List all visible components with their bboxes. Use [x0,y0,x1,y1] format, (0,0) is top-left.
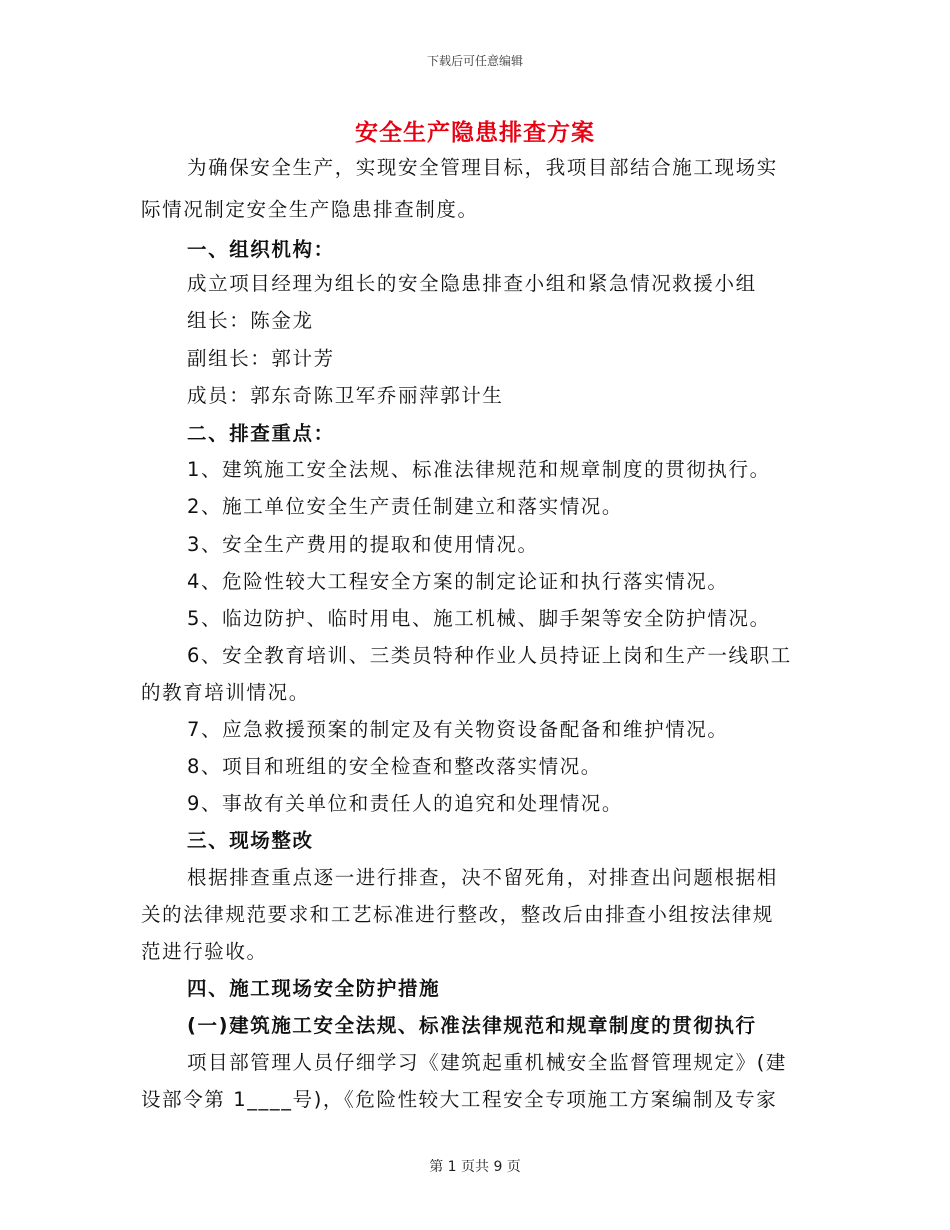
section-1-heading: 一、组织机构： [187,238,335,261]
section-3-line-2: 关的法律规范要求和工艺标准进行整改，整改后由排查小组按法律规 [141,903,775,926]
intro-line-1: 为确保安全生产，实现安全管理目标，我项目部结合施工现场实 [187,156,778,179]
section-1-line-1: 成立项目经理为组长的安全隐患排查小组和紧急情况救援小组 [187,272,757,295]
checklist-item-2: 2、施工单位安全生产责任制建立和落实情况。 [187,495,624,518]
checklist-item-5: 5、临边防护、临时用电、施工机械、脚手架等安全防护情况。 [187,607,771,630]
checklist-item-3: 3、安全生产费用的提取和使用情况。 [187,533,539,556]
section-3-line-3: 范进行验收。 [141,940,268,963]
document-title: 安全生产隐患排查方案 [355,120,595,146]
page-number-footer: 第 1 页共 9 页 [429,1159,521,1175]
checklist-item-1: 1、建筑施工安全法规、标准法律规范和规章制度的贯彻执行。 [187,458,771,481]
section-4-heading: 四、施工现场安全防护措施 [187,977,441,1000]
section-4-line-2: 设部令第 1____号)，《危险性较大工程安全专项施工方案编制及专家 [141,1088,778,1111]
section-4-subheading: (一)建筑施工安全法规、标准法律规范和规章制度的贯彻执行 [187,1014,757,1037]
section-4-line-1: 项目部管理人员仔细学习《建筑起重机械安全监督管理规定》(建 [187,1051,788,1074]
checklist-item-8: 8、项目和班组的安全检查和整改落实情况。 [187,755,602,778]
checklist-item-9: 9、事故有关单位和责任人的追究和处理情况。 [187,792,624,815]
checklist-item-6: 6、安全教育培训、三类员特种作业人员持证上岗和生产一线职工 [187,644,792,667]
section-3-line-1: 根据排查重点逐一进行排查，决不留死角，对排查出问题根据相 [187,866,778,889]
members: 成员：郭东奇陈卫军乔丽萍郭计生 [187,384,504,407]
header-note: 下载后可任意编辑 [426,54,523,68]
section-2-heading: 二、排查重点： [187,422,335,445]
deputy-leader: 副组长：郭计芳 [187,347,335,370]
group-leader: 组长：陈金龙 [187,309,314,332]
intro-line-2: 际情况制定安全生产隐患排查制度。 [141,198,479,221]
checklist-item-4: 4、危险性较大工程安全方案的制定论证和执行落实情况。 [187,570,729,593]
section-3-heading: 三、现场整改 [187,829,314,852]
checklist-item-7: 7、应急救援预案的制定及有关物资设备配备和维护情况。 [187,718,729,741]
checklist-item-6-continued: 的教育培训情况。 [141,681,310,704]
